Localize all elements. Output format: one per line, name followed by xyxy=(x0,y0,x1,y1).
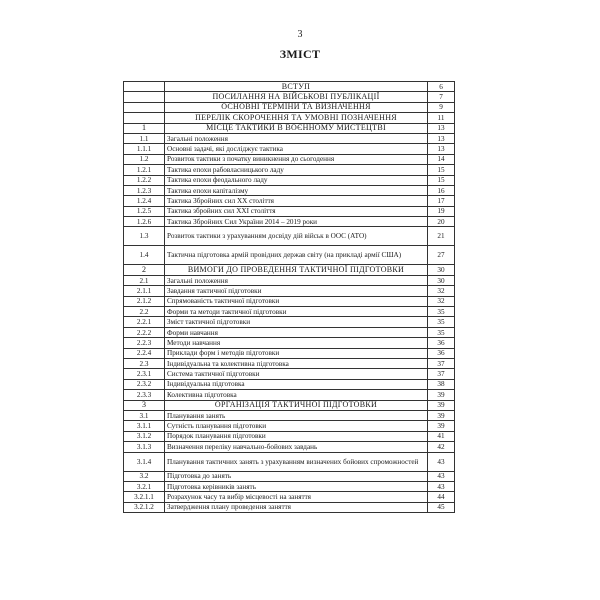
toc-page-number: 35 xyxy=(428,317,455,327)
toc-row xyxy=(124,133,455,143)
toc-section-number: 2.2.3 xyxy=(124,338,165,348)
toc-section-number xyxy=(124,102,165,112)
toc-section-number: 3.2.1 xyxy=(124,481,165,491)
toc-page-number: 11 xyxy=(428,113,455,123)
toc-section-number xyxy=(124,92,165,102)
toc-row xyxy=(124,92,455,102)
toc-row xyxy=(124,113,455,123)
toc-section-number: 3 xyxy=(124,400,165,410)
toc-section-title: Зміст тактичної підготовки xyxy=(165,317,428,327)
toc-section-title: Порядок планування підготовки xyxy=(165,431,428,441)
toc-section-title: Планування занять xyxy=(165,410,428,420)
toc-section-number: 2.2.4 xyxy=(124,348,165,358)
toc-row xyxy=(124,265,455,275)
toc-section-number: 2 xyxy=(124,265,165,275)
toc-row xyxy=(124,410,455,420)
toc-page-number: 42 xyxy=(428,442,455,452)
toc-page-number: 35 xyxy=(428,327,455,337)
toc-section-number: 1.2.2 xyxy=(124,175,165,185)
toc-section-number: 2.1.2 xyxy=(124,296,165,306)
toc-page-number: 39 xyxy=(428,390,455,400)
toc-row xyxy=(124,296,455,306)
toc-page-number: 32 xyxy=(428,296,455,306)
toc-row xyxy=(124,217,455,227)
toc-page-number: 38 xyxy=(428,379,455,389)
toc-page-number: 37 xyxy=(428,358,455,368)
toc-row xyxy=(124,379,455,389)
toc-row xyxy=(124,246,455,265)
toc-section-number: 3.1 xyxy=(124,410,165,420)
toc-section-title: Форми та методи тактичної підготовки xyxy=(165,307,428,317)
toc-section-title: Основні задачі, які досліджує тактика xyxy=(165,144,428,154)
toc-section-number: 1.2.1 xyxy=(124,165,165,175)
toc-row xyxy=(124,275,455,285)
toc-section-number: 2.2.2 xyxy=(124,327,165,337)
toc-row xyxy=(124,390,455,400)
toc-section-title: ВИМОГИ ДО ПРОВЕДЕННЯ ТАКТИЧНОЇ ПІДГОТОВКИ xyxy=(165,265,428,275)
toc-section-number: 1.2.4 xyxy=(124,196,165,206)
toc-row xyxy=(124,317,455,327)
toc-section-title: Розрахунок часу та вибір місцевості на заняття xyxy=(165,492,428,502)
toc-section-number: 3.1.1 xyxy=(124,421,165,431)
toc-section-number: 1.2 xyxy=(124,154,165,164)
toc-section-title: Тактика Збройних Сил України 2014 – 2019 роки xyxy=(165,217,428,227)
toc-section-number: 2.1.1 xyxy=(124,286,165,296)
toc-page-number: 13 xyxy=(428,144,455,154)
toc-page-number: 13 xyxy=(428,133,455,143)
toc-section-title: Індивідуальна підготовка xyxy=(165,379,428,389)
toc-section-number: 2.3.2 xyxy=(124,379,165,389)
toc-page-number: 9 xyxy=(428,102,455,112)
toc-row xyxy=(124,185,455,195)
toc-row xyxy=(124,175,455,185)
toc-section-title: Тактика Збройних сил XX століття xyxy=(165,196,428,206)
toc-section-title: Підготовка керівників занять xyxy=(165,481,428,491)
toc-section-title: Загальні положення xyxy=(165,133,428,143)
toc-section-number: 3.1.3 xyxy=(124,442,165,452)
toc-page-number: 37 xyxy=(428,369,455,379)
toc-page-number: 30 xyxy=(428,265,455,275)
toc-row xyxy=(124,154,455,164)
toc-section-title: Загальні положення xyxy=(165,275,428,285)
toc-section-title: Тактика епохи феодального ладу xyxy=(165,175,428,185)
toc-row xyxy=(124,196,455,206)
toc-row xyxy=(124,481,455,491)
toc-row xyxy=(124,227,455,246)
toc-section-number: 2.3.1 xyxy=(124,369,165,379)
toc-section-number: 3.2.1.2 xyxy=(124,502,165,512)
toc-body xyxy=(124,82,455,513)
toc-section-title: Індивідуальна та колективна підготовка xyxy=(165,358,428,368)
table-of-contents xyxy=(123,81,455,513)
toc-page-number: 27 xyxy=(428,246,455,265)
toc-page-number: 6 xyxy=(428,82,455,92)
toc-row xyxy=(124,421,455,431)
toc-section-title: ПОСИЛАННЯ НА ВІЙСЬКОВІ ПУБЛІКАЦІЇ xyxy=(165,92,428,102)
toc-row xyxy=(124,502,455,512)
toc-section-title: Затвердження плану проведення заняття xyxy=(165,502,428,512)
toc-section-title: Форми навчання xyxy=(165,327,428,337)
toc-section-number: 1.2.3 xyxy=(124,185,165,195)
toc-row xyxy=(124,358,455,368)
toc-section-number: 3.2 xyxy=(124,471,165,481)
toc-section-title: Тактична підготовка армій провідних держав світу (на прикладі армії США) xyxy=(165,246,428,265)
toc-page-number: 20 xyxy=(428,217,455,227)
toc-page-number: 39 xyxy=(428,421,455,431)
toc-section-number xyxy=(124,113,165,123)
toc-row xyxy=(124,348,455,358)
toc-section-title: Система тактичної підготовки xyxy=(165,369,428,379)
toc-section-title: Тактика епохи рабовласницького ладу xyxy=(165,165,428,175)
toc-row xyxy=(124,82,455,92)
toc-page-number: 43 xyxy=(428,481,455,491)
toc-page-number: 39 xyxy=(428,400,455,410)
toc-page-number: 32 xyxy=(428,286,455,296)
toc-row xyxy=(124,102,455,112)
toc-section-number: 3.1.2 xyxy=(124,431,165,441)
toc-row xyxy=(124,123,455,133)
toc-title: ЗМІСТ xyxy=(279,47,321,61)
toc-page-number: 35 xyxy=(428,307,455,317)
toc-section-number: 2.1 xyxy=(124,275,165,285)
page-number: 3 xyxy=(297,29,303,40)
toc-row xyxy=(124,431,455,441)
toc-page-number: 14 xyxy=(428,154,455,164)
toc-page-number: 30 xyxy=(428,275,455,285)
toc-section-number: 2.3 xyxy=(124,358,165,368)
toc-section-title: Методи навчання xyxy=(165,338,428,348)
toc-page-number: 41 xyxy=(428,431,455,441)
toc-page-number: 39 xyxy=(428,410,455,420)
toc-section-number: 2.2.1 xyxy=(124,317,165,327)
toc-page-number: 16 xyxy=(428,185,455,195)
toc-section-title: Планування тактичних занять з урахуванням визначених бойових спроможностей xyxy=(165,452,428,471)
toc-section-number: 2.3.3 xyxy=(124,390,165,400)
toc-section-number: 1.2.6 xyxy=(124,217,165,227)
toc-section-title: Тактика епохи капіталізму xyxy=(165,185,428,195)
toc-row xyxy=(124,165,455,175)
toc-section-title: Завдання тактичної підготовки xyxy=(165,286,428,296)
toc-row xyxy=(124,452,455,471)
toc-section-title: ОРГАНІЗАЦІЯ ТАКТИЧНОЇ ПІДГОТОВКИ xyxy=(165,400,428,410)
toc-page-number: 7 xyxy=(428,92,455,102)
toc-section-number: 1.1 xyxy=(124,133,165,143)
toc-section-title: ПЕРЕЛІК СКОРОЧЕННЯ ТА УМОВНІ ПОЗНАЧЕННЯ xyxy=(165,113,428,123)
toc-section-number: 2.2 xyxy=(124,307,165,317)
toc-row xyxy=(124,338,455,348)
toc-section-number: 1.3 xyxy=(124,227,165,246)
toc-row xyxy=(124,144,455,154)
toc-section-title: Підготовка до занять xyxy=(165,471,428,481)
toc-section-title: МІСЦЕ ТАКТИКИ В ВОЄННОМУ МИСТЕЦТВІ xyxy=(165,123,428,133)
toc-page-number: 43 xyxy=(428,452,455,471)
toc-row xyxy=(124,206,455,216)
toc-section-title: Розвиток тактики з початку виникнення до сьогодення xyxy=(165,154,428,164)
toc-page-number: 21 xyxy=(428,227,455,246)
toc-section-title: Сутність планування підготовки xyxy=(165,421,428,431)
toc-page-number: 13 xyxy=(428,123,455,133)
toc-page-number: 36 xyxy=(428,348,455,358)
toc-row xyxy=(124,369,455,379)
toc-row xyxy=(124,471,455,481)
toc-row xyxy=(124,400,455,410)
toc-section-title: ВСТУП xyxy=(165,82,428,92)
toc-page-number: 15 xyxy=(428,175,455,185)
toc-section-title: Визначення переліку навчально-бойових завдань xyxy=(165,442,428,452)
toc-section-title: ОСНОВНІ ТЕРМІНИ ТА ВИЗНАЧЕННЯ xyxy=(165,102,428,112)
toc-section-title: Колективна підготовка xyxy=(165,390,428,400)
toc-section-number: 1.1.1 xyxy=(124,144,165,154)
toc-section-number: 1.4 xyxy=(124,246,165,265)
toc-section-number xyxy=(124,82,165,92)
toc-section-number: 3.2.1.1 xyxy=(124,492,165,502)
toc-page-number: 15 xyxy=(428,165,455,175)
toc-section-title: Приклади форм і методів підготовки xyxy=(165,348,428,358)
toc-section-title: Спрямованість тактичної підготовки xyxy=(165,296,428,306)
toc-section-number: 1.2.5 xyxy=(124,206,165,216)
toc-row xyxy=(124,442,455,452)
toc-page-number: 19 xyxy=(428,206,455,216)
toc-section-number: 1 xyxy=(124,123,165,133)
toc-page-number: 44 xyxy=(428,492,455,502)
toc-row xyxy=(124,327,455,337)
toc-section-number: 3.1.4 xyxy=(124,452,165,471)
toc-section-title: Тактика збройних сил XXI століття xyxy=(165,206,428,216)
toc-page-number: 17 xyxy=(428,196,455,206)
toc-row xyxy=(124,307,455,317)
toc-row xyxy=(124,492,455,502)
toc-row xyxy=(124,286,455,296)
toc-page-number: 43 xyxy=(428,471,455,481)
toc-section-title: Розвиток тактики з урахуванням досвіду дій військ в ООС (АТО) xyxy=(165,227,428,246)
toc-page-number: 36 xyxy=(428,338,455,348)
toc-page-number: 45 xyxy=(428,502,455,512)
